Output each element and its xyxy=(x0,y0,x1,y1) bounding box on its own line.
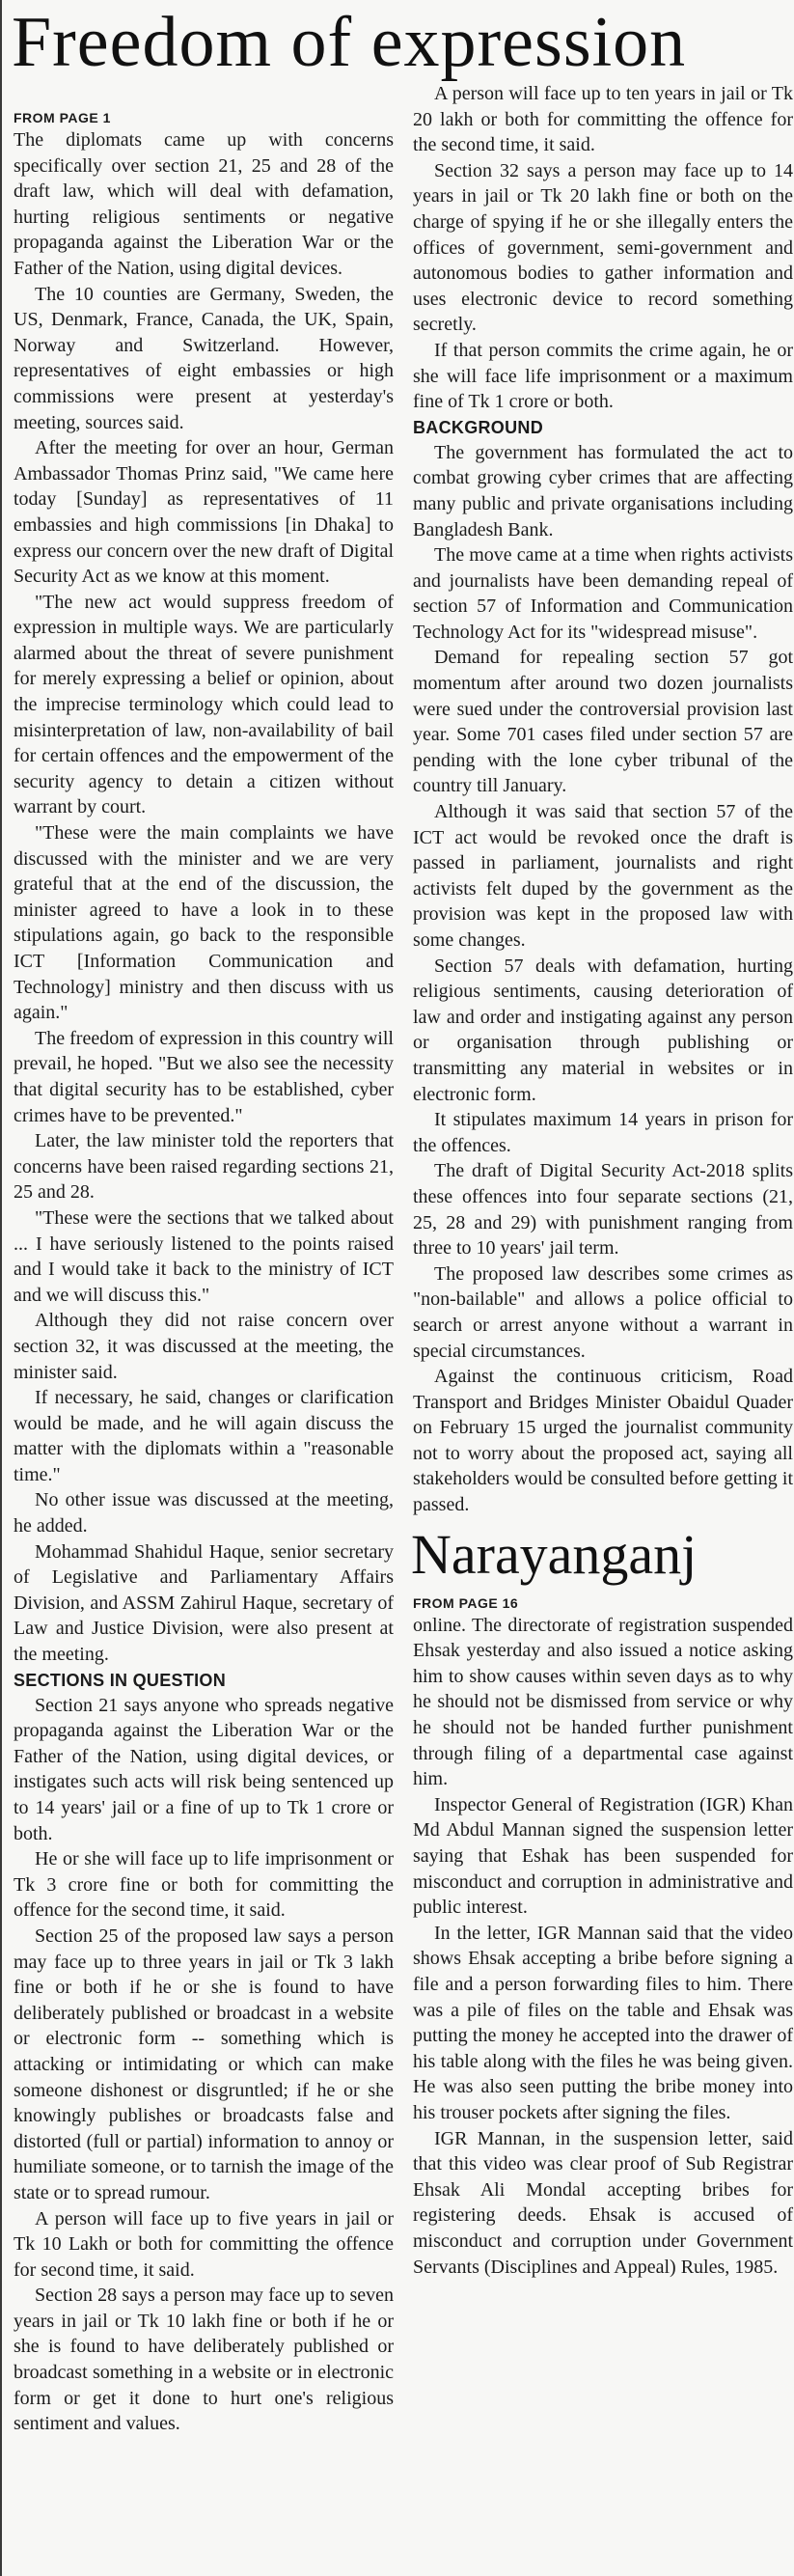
body-paragraph: The proposed law describes some crimes as "non-bailable" and allows a police official to search or arrest anyone without a warrant in special circumstances. xyxy=(413,1262,793,1362)
subhead-sections-in-question: SECTIONS IN QUESTION xyxy=(14,1670,227,1690)
body-paragraph: A person will face up to five years in jail or Tk 10 Lakh or both for committing the offence for second time, it said. xyxy=(14,2207,394,2281)
body-paragraph: Against the continuous criticism, Road Transport and Bridges Minister Obaidul Quader on February 15 urged the journalist community not to worry about the proposed act, saying all stakeholders would be consulted before getting it passed. xyxy=(413,1366,793,1516)
body-paragraph: He or she will face up to life imprisonment or Tk 3 crore fine or both for committing the offence for the second time, it said. xyxy=(14,1848,394,1922)
body-paragraph: Section 28 says a person may face up to seven years in jail or Tk 10 lakh fine or both if he or she is found to have deliberately published or broadcast something in a website or in electronic form or get it done to hurt one's religious sentiment and values. xyxy=(14,2285,394,2435)
body-paragraph: online. The directorate of registration suspended Ehsak yesterday and also issued a notice asking him to show causes within seven days as to why he should not be dismissed from service or why he should not be handed further punishment through filing of a departmental case against him. xyxy=(413,1614,793,1790)
body-paragraph: If necessary, he said, changes or clarification would be made, and he will again discuss the matter with the diplomats within a "reasonable time." xyxy=(14,1387,394,1485)
body-paragraph: The draft of Digital Security Act-2018 splits these offences into four separate sections (21, 25, 28 and 29) with punishment ranging from three to 10 years' jail term. xyxy=(413,1160,793,1260)
body-paragraph: No other issue was discussed at the meeting, he added. xyxy=(14,1489,394,1537)
headline-freedom-of-expression: Freedom of expression xyxy=(12,3,687,82)
body-paragraph: The move came at a time when rights activists and journalists have been demanding repeal of section 57 of Information and Communication Technology Act for its "widespread misuse". xyxy=(413,544,793,643)
body-paragraph: The freedom of expression in this country will prevail, he hoped. "But we also see the necessity that digital security has to be established, cyber crimes have to be prevented." xyxy=(14,1027,394,1126)
body-paragraph: A person will face up to ten years in jail or Tk 20 lakh or both for committing the offence for the second time, it said. xyxy=(413,83,793,156)
body-paragraph: Although it was said that section 57 of the ICT act would be revoked once the draft is passed in parliament, journalists and right activists felt duped by the government as the provision was kept in the proposed law with some changes. xyxy=(413,801,793,951)
headline-narayanganj: Narayanganj xyxy=(411,1522,698,1586)
body-paragraph: The 10 counties are Germany, Sweden, the US, Denmark, France, Canada, the UK, Spain, Norway and Switzerland. However, representatives of eight embassies or high commissions were present at yesterday's meeting, sources said. xyxy=(14,283,394,433)
body-paragraph: IGR Mannan, in the suspension letter, said that this video was clear proof of Sub Registrar Ehsak Ali Mondal accepting bribes for registering deeds. Ehsak is accused of misconduct and corruption under Government Servants (Disciplines and Appeal) Rules, 1985. xyxy=(413,2127,793,2278)
body-paragraph: In the letter, IGR Mannan said that the video shows Ehsak accepting a bribe before signing a file and a person forwarding files to him. There was a pile of files on the table and Ehsak was putting the money he accepted into the drawer of his table along with the files he was being given. He was also seen putting the bribe money into his trouser pockets after signing the files. xyxy=(413,1922,793,2123)
left-column xyxy=(14,108,394,2437)
body-paragraph: "The new act would suppress freedom of expression in multiple ways. We are particularly alarmed about the threat of severe punishment for merely expressing a belief or opinion, about the imprecise terminology which could lead to misinterpretation of law, non-availability of bail for certain offences and the empowerment of the security agency to detain a citizen without warrant by court. xyxy=(14,591,394,818)
body-paragraph: It stipulates maximum 14 years in prison for the offences. xyxy=(413,1109,793,1156)
body-paragraph: "These were the sections that we talked about ... I have seriously listened to the points raised and I would take it back to the ministry of ICT and we will discuss this." xyxy=(14,1206,394,1306)
body-paragraph: The diplomats came up with concerns specifically over section 21, 25 and 28 of the draft law, which will deal with defamation, hurting religious sentiments or negative propaganda against the Liberation War or the Father of the Nation, using digital devices. xyxy=(14,129,394,279)
body-paragraph: "These were the main complaints we have discussed with the minister and we are very grateful that at the end of the discussion, the minister agreed to have a look in to these stipulations again, go back to the responsible ICT [Information Communication and Technology] ministry and then discuss with us again." xyxy=(14,822,394,1024)
body-paragraph: Inspector General of Registration (IGR) Khan Md Abdul Mannan signed the suspension letter saying that Eshak has been suspended for misconduct and corruption in administrative and public interest. xyxy=(413,1793,793,1919)
body-paragraph: Mohammad Shahidul Haque, senior secretary of Legislative and Parliamentary Affairs Division, and ASSM Zahirul Haque, secretary of Law and Justice Division, were also present at the meeting. xyxy=(14,1540,394,1666)
body-paragraph: If that person commits the crime again, he or she will face life imprisonment or a maximum fine of Tk 1 crore or both. xyxy=(413,339,793,413)
body-paragraph: The government has formulated the act to combat growing cyber crimes that are affecting many public and private organisations including Bangladesh Bank. xyxy=(413,441,793,540)
body-paragraph: Section 25 of the proposed law says a person may face up to three years in jail or Tk 3 lakh fine or both if he or she is found to have deliberately published or broadcast in a website or electronic form -- something which is attacking or intimidating or which can make someone dishonest or disgruntled; if he or she knowingly publishes or broadcasts false and distorted (full or partial) information to annoy or humiliate someone, or to tarnish the image of the state or to spread rumour. xyxy=(14,1925,394,2203)
body-paragraph: Section 32 says a person may face up to 14 years in jail or Tk 20 lakh fine or both on the charge of spying if he or she illegally enters the offices of government, semi-government and autonomous bodies to gather information and uses electronic device to record something secretly. xyxy=(413,159,793,336)
body-paragraph: Later, the law minister told the reporters that concerns have been raised regarding sections 21, 25 and 28. xyxy=(14,1130,394,1204)
jump-from-page-16: FROM PAGE 16 xyxy=(413,1594,519,1611)
body-paragraph: Demand for repealing section 57 got momentum after around two dozen journalists were sued under the controversial provision last year. Some 701 cases filed under section 57 are pending with the lone cyber tribunal of the country till January. xyxy=(413,647,793,797)
subhead-background: BACKGROUND xyxy=(413,417,543,437)
body-paragraph: After the meeting for over an hour, German Ambassador Thomas Prinz said, "We came here today [Sunday] as representatives of 11 embassies and high commissions [in Dhaka] to express our concern over the new draft of Digital Security Act as we know at this moment. xyxy=(14,437,394,588)
jump-from-page-1: FROM PAGE 1 xyxy=(14,110,111,125)
body-paragraph: Although they did not raise concern over section 32, it was discussed at the meeting, the minister said. xyxy=(14,1310,394,1383)
body-paragraph: Section 21 says anyone who spreads negative propaganda against the Liberation War or the Father of the Nation, using digital devices, or instigates such acts will risk being sentenced up to 14 years' jail or a fine of up to Tk 1 crore or both. xyxy=(14,1694,394,1844)
body-paragraph: Section 57 deals with defamation, hurting religious sentiments, causing deterioration of law and order and instigating against any person or organisation through publishing or transmitting any material in websites or in electronic form. xyxy=(413,955,793,1105)
right-column xyxy=(413,81,793,2280)
